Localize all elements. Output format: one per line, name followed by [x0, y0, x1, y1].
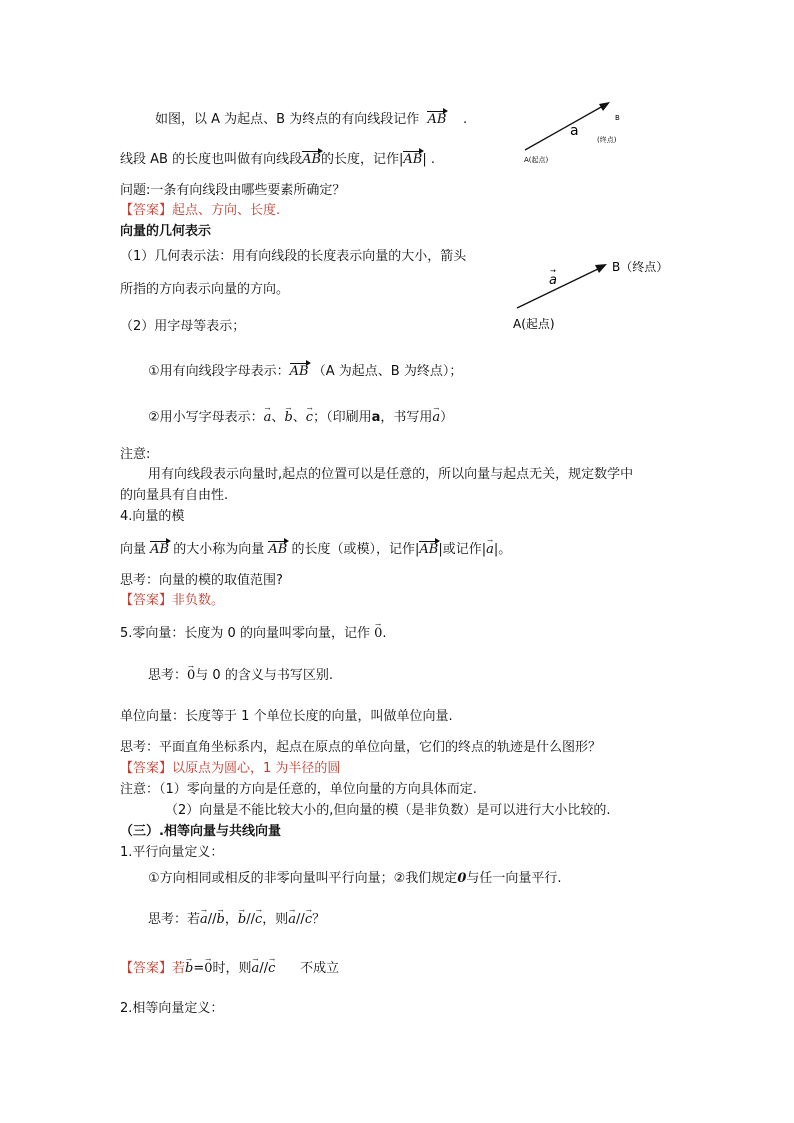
figure2-label-start: A(起点) [513, 317, 555, 331]
vector-ab: AB [302, 152, 322, 167]
note2-line-1: 注意：（1）零向量的方向是任意的，单位向量的方向具体而定. [120, 782, 477, 797]
vector-a: a → [264, 411, 272, 425]
vector-a: a → [252, 962, 260, 976]
vector-figure-2 [505, 250, 685, 335]
vector-figure-1 [515, 98, 645, 170]
heading-equal-collinear-vectors: （三）.相等向量与共线向量 [120, 824, 281, 839]
letter-representation: （2）用字母等表示； [120, 319, 246, 334]
section-4-heading: 4.向量的模 [120, 509, 185, 524]
parallel-vector-definition-heading: 1.平行向量定义： [120, 845, 224, 860]
heading-geometric-representation: 向量的几何表示 [120, 224, 212, 239]
item-segment-letters: ①用有向线段字母表示：AB （A 为起点、B 为终点）； [148, 364, 463, 379]
answer-3: 【答案】以原点为圆心，1 为半径的圆 [120, 761, 341, 776]
parallel-vector-definition: ①方向相同或相反的非零向量叫平行向量；②我们规定0与任一向量平行. [148, 871, 562, 886]
zero-vector: 0 [457, 871, 467, 886]
zero-vector: 0 → [187, 669, 195, 683]
vector-c: c → [268, 962, 275, 976]
vector-ab: AB [268, 542, 288, 557]
vector-a: a → [200, 913, 208, 927]
unit-vector-definition: 单位向量：长度等于 1 个单位长度的向量，叫做单位向量. [120, 709, 453, 724]
figure1-label-end: (终点) [597, 136, 617, 144]
question-2: 思考：向量的模的取值范围? [120, 573, 283, 588]
question-1: 问题:一条有向线段由哪些要素所确定？ [120, 183, 346, 198]
answer-1: 【答案】起点、方向、长度. [120, 203, 281, 218]
note2-line-2: （2）向量是不能比较大小的,但向量的模（是非负数）是可以进行大小比较的. [165, 803, 611, 818]
paragraph-directed-segment: 如图，以 A 为起点、B 为终点的有向线段记作 AB . [155, 112, 468, 127]
note-line-1: 用有向线段表示向量时,起点的位置可以是任意的，所以向量与起点无关，规定数学中 [148, 467, 634, 482]
answer-parallel: 【答案】若b →=0 →时，则a →//c → 不成立 [120, 960, 339, 978]
vector-c: c → [306, 411, 313, 425]
vector-a: a → [288, 913, 296, 927]
figure2-label-b: B（终点） [612, 260, 669, 274]
section-5-zero-vector: 5.零向量：长度为 0 的向量叫零向量，记作 0 →. [120, 625, 387, 643]
modulus-definition: 向量 AB 的大小称为向量 AB 的长度（或模），记作|AB|或记作|a →|。 [120, 540, 511, 559]
vector-ab: AB [403, 152, 423, 167]
paragraph-segment-length: 线段 AB 的长度也叫做有向线段AB的长度，记作|AB| . [120, 152, 436, 167]
vector-b: b → [284, 411, 292, 425]
vector-ab: AB [427, 112, 447, 127]
vector-a: a → [486, 543, 494, 557]
geometric-method-line-1: （1）几何表示法：用有向线段的长度表示向量的大小，箭头 [120, 249, 467, 264]
vector-ab: AB [289, 364, 309, 379]
vector-ab: AB [419, 542, 439, 557]
vector-ab-line [525, 106, 603, 150]
figure1-label-start: A(起点) [524, 156, 549, 164]
figure2-arrow-mark: → [550, 267, 556, 275]
vector-ab-arrowhead [599, 102, 610, 111]
answer-2: 【答案】非负数。 [120, 593, 225, 608]
think-parallel: 思考：若a →//b →，b →//c →，则a →//c →？ [148, 911, 325, 929]
figure2-label-a: a [549, 273, 557, 288]
vector-b: b → [217, 913, 225, 927]
vector-a: a → [432, 411, 440, 425]
equal-vector-definition-heading: 2.相等向量定义： [120, 1001, 224, 1016]
item-lowercase-letters: ②用小写字母表示：a →、b →、c →；（印刷用a，书写用a →） [148, 409, 453, 427]
figure1-label-a: a [570, 123, 579, 139]
geometric-method-line-2: 所指的方向表示向量的方向。 [120, 282, 290, 297]
vector-c: c → [305, 913, 312, 927]
vector-arrowhead [595, 264, 607, 273]
figure1-label-b: B [615, 114, 620, 122]
note-line-2: 的向量具有自由性. [120, 488, 229, 503]
zero-vector: 0 → [374, 627, 382, 641]
vector-b: b → [185, 962, 193, 976]
note-heading: 注意: [120, 447, 151, 462]
zero-vector: 0 → [204, 962, 212, 976]
think-zero: 思考：0 →与 0 的含义与书写区别. [148, 667, 333, 685]
vector-ab: AB [150, 542, 170, 557]
vector-b: b → [238, 913, 246, 927]
question-3: 思考：平面直角坐标系内，起点在原点的单位向量，它们的终点的轨迹是什么图形？ [120, 740, 602, 755]
vector-c: c → [255, 913, 262, 927]
vector-line [517, 268, 600, 308]
